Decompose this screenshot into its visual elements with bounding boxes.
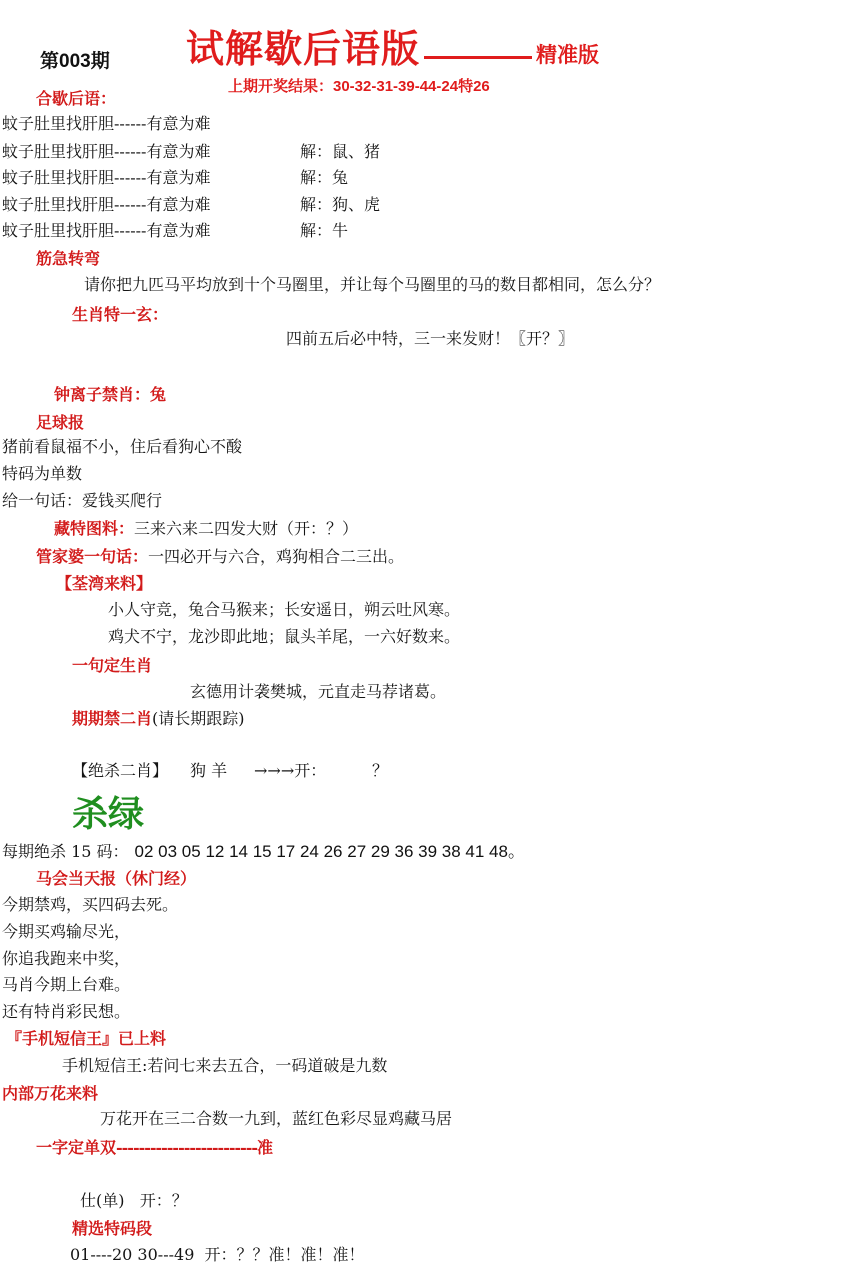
- xiehouyu-answer: 解：鼠、猪: [300, 142, 381, 161]
- page-subtitle: 精准版: [536, 44, 600, 67]
- xiehouyu-heading: 合歇后语：: [36, 89, 117, 108]
- xiehouyu-line: 蚊子肚里找肝胆------有意为难: [2, 221, 211, 240]
- mahui-line: 你追我跑来中奖，: [2, 949, 131, 968]
- qiqi-row: [72, 706, 245, 729]
- mahui-line: 今期禁鸡，买四码去死。: [2, 895, 179, 914]
- xiehouyu-line: 蚊子肚里找肝胆------有意为难: [2, 114, 211, 133]
- yizi-heading-end: 准: [257, 1138, 274, 1157]
- qiqi-note: (请长期跟踪): [152, 709, 245, 728]
- qiqi-heading: 期期禁二肖: [72, 709, 153, 728]
- yiju-heading: 一句定生肖: [72, 656, 153, 675]
- jueshama-row: [2, 837, 525, 862]
- jueshama-label: 每期绝杀 15 码：: [2, 842, 129, 861]
- mahui-line: 还有特肖彩民想。: [2, 1002, 131, 1021]
- zuqiubao-line: 特码为单数: [2, 464, 83, 483]
- xiehouyu-answer: 解：牛: [300, 221, 349, 240]
- xiehouyu-line: 蚊子肚里找肝胆------有意为难: [2, 142, 211, 161]
- mahui-heading: 马会当天报（休门经）: [36, 869, 197, 888]
- juesha-animals: 狗 羊: [190, 761, 228, 780]
- xiehouyu-answer: 解：兔: [300, 168, 349, 187]
- juesha-label: 【绝杀二肖】: [72, 761, 169, 780]
- cangtetu-row: [54, 516, 358, 539]
- quanwan-heading: 【荃湾来料】: [56, 574, 153, 593]
- zuqiubao-line: 给一句话：爱钱买爬行: [2, 491, 163, 510]
- yizi-heading: 一字定单双: [36, 1138, 117, 1157]
- xiehouyu-line: 蚊子肚里找肝胆------有意为难: [2, 168, 211, 187]
- yiju-text: 玄德用计袭樊城，元直走马荐诸葛。: [190, 682, 447, 701]
- yizi-row: [36, 1135, 273, 1158]
- guanjiapo-row: [36, 544, 404, 567]
- juesha-result: ？: [372, 761, 389, 780]
- zuqiubao-heading: 足球报: [36, 413, 85, 432]
- jueshama-numbers: 02 03 05 12 14 15 17 24 26 27 29 36 39 38 41 48。: [134, 842, 525, 861]
- shouji-text: 手机短信王:若问七来去五合，一码道破是九数: [62, 1056, 388, 1075]
- brain-teaser-heading: 筋急转弯: [36, 249, 101, 268]
- yizi-dashes: -------------------------: [116, 1138, 258, 1157]
- shalv-text: 杀绿: [72, 793, 145, 835]
- title-block: [186, 18, 599, 73]
- guanjiapo-text: 一四必开与六合，鸡狗相合二三出。: [148, 547, 405, 566]
- juesha-arrows: →→→开：: [254, 761, 327, 780]
- page-title: 试解歇后语版: [186, 26, 421, 71]
- zuqiubao-line: 猪前看鼠福不小，住后看狗心不酸: [2, 437, 243, 456]
- shengxiao-heading: 生肖特一玄：: [72, 305, 169, 324]
- quanwan-line: 小人守竞，兔合马猴来；长安遥日，朔云吐风寒。: [108, 600, 461, 619]
- cangtetu-text: 三来六来二四发大财（开：？）: [134, 519, 359, 538]
- mahui-line: 马肖今期上台难。: [2, 975, 131, 994]
- last-result: 上期开奖结果：30-32-31-39-44-24特26: [228, 78, 490, 95]
- xiehouyu-line: 蚊子肚里找肝胆------有意为难: [2, 195, 211, 214]
- guanjiapo-label: 管家婆一句话：: [36, 547, 149, 566]
- xiehouyu-answer: 解：狗、虎: [300, 195, 381, 214]
- mahui-line: 今期买鸡输尽光，: [2, 922, 131, 941]
- neibu-heading: 内部万花来料: [2, 1084, 99, 1103]
- title-dash: [424, 56, 532, 59]
- jingxuan-text: 01----20 30---49 开：？？准！准！准！: [70, 1245, 365, 1264]
- zhonglizi-text: 钟离子禁肖：兔: [54, 385, 167, 404]
- shouji-heading: 『手机短信王』已上料: [6, 1029, 167, 1048]
- jingxuan-heading: 精选特码段: [72, 1219, 153, 1238]
- brain-teaser-text: 请你把九匹马平均放到十个马圈里，并让每个马圈里的马的数目都相同，怎么分？: [84, 275, 661, 294]
- issue-number: 第003期: [40, 51, 110, 72]
- cangtetu-label: 藏特图料：: [54, 519, 135, 538]
- neibu-text: 万花开在三二合数一九到，蓝红色彩尽显鸡藏马居: [100, 1109, 453, 1128]
- shengxiao-text: 四前五后必中特，三一来发财！〖开？〗: [286, 329, 575, 348]
- yizi-answer: 仕(单) 开：？: [80, 1191, 188, 1210]
- quanwan-line: 鸡犬不宁，龙沙即此地；鼠头羊尾，一六好数来。: [108, 627, 461, 646]
